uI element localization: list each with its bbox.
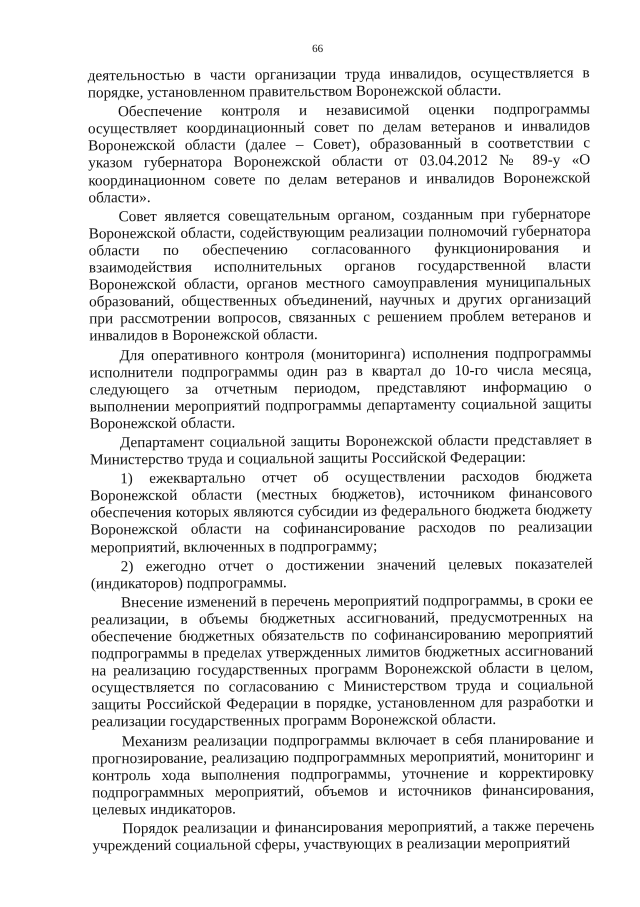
paragraph: Порядок реализации и финансирования мероприятий, а также перечень учреждений социальной сферы, участвующих в реализации мероприятий	[92, 817, 595, 855]
list-item: 2) ежегодно отчет о достижении значений целевых показателей (индикаторов) подпрограммы.	[90, 554, 593, 593]
document-body	[88, 64, 595, 856]
list-item: 1) ежеквартально отчет об осуществлении расходов бюджета Воронежской области (местных бюджетов), источником финансового обеспечения которых являются субсидии из федерального бюджета бюджету Воронежской области на софинансирование расходов по реализации мероприятий, включенных в подпрограмму;	[90, 467, 593, 556]
paragraph: деятельностью в части организации труда инвалидов, осуществляется в порядке, установленном правительством Воронежской области.	[87, 64, 590, 102]
paragraph: Обеспечение контроля и независимой оценки подпрограммы осуществляет координационный совет по делам ветеранов и инвалидов Воронежской области (далее – Совет), образованный в соответствии с указом губернатора Воронежской области от 03.04.2012 № 89-у «О координационном совете по делам ветеранов и инвалидов Воронежской области».	[87, 100, 591, 207]
paragraph: Департамент социальной защиты Воронежской области представляет в Министерство труда и социальной защиты Российской Федерации:	[90, 431, 592, 469]
paragraph: Механизм реализации подпрограммы включает в себя планирование и прогнозирование, реализацию подпрограммных мероприятий, мониторинг и контроль хода выполнения подпрограммы, уточнение и корректировку подпрограммных мероприятий, объемов и источников финансирования, целевых индикаторов.	[91, 729, 595, 819]
page-number: 66	[312, 42, 324, 56]
paragraph: Совет является совещательным органом, созданным при губернаторе Воронежской области, содействующим реализации полномочий губернатора области по обеспечению согласованного функционирования и взаимодействия исполнительных органов государственной власти Воронежской области, органов местного самоуправления муниципальных образований, общественных объединений, научных и других организаций при рассмотрении вопросов, связанных с решением проблем ветеранов и инвалидов в Воронежской области.	[88, 205, 592, 345]
paragraph: Внесение изменений в перечень мероприятий подпрограммы, в сроки ее реализации, в объемы бюджетных ассигнований, предусмотренных на обеспечение бюджетных обязательств по софинансированию мероприятий подпрограммы в пределах утвержденных лимитов бюджетных ассигнований на реализацию государственных программ Воронежской области в целом, осуществляется по согласованию с Министерством труда и социальной защиты Российской Федерации в порядке, установленном для разработки и реализации государственных программ Воронежской области.	[90, 591, 594, 731]
paragraph: Для оперативного контроля (мониторинга) исполнения подпрограммы исполнители подпрограммы один раз в квартал до 10-го числа месяца, следующего за отчетным периодом, представляют информацию о выполнении мероприятий подпрограммы департаменту социальной защиты Воронежской области.	[89, 343, 592, 433]
